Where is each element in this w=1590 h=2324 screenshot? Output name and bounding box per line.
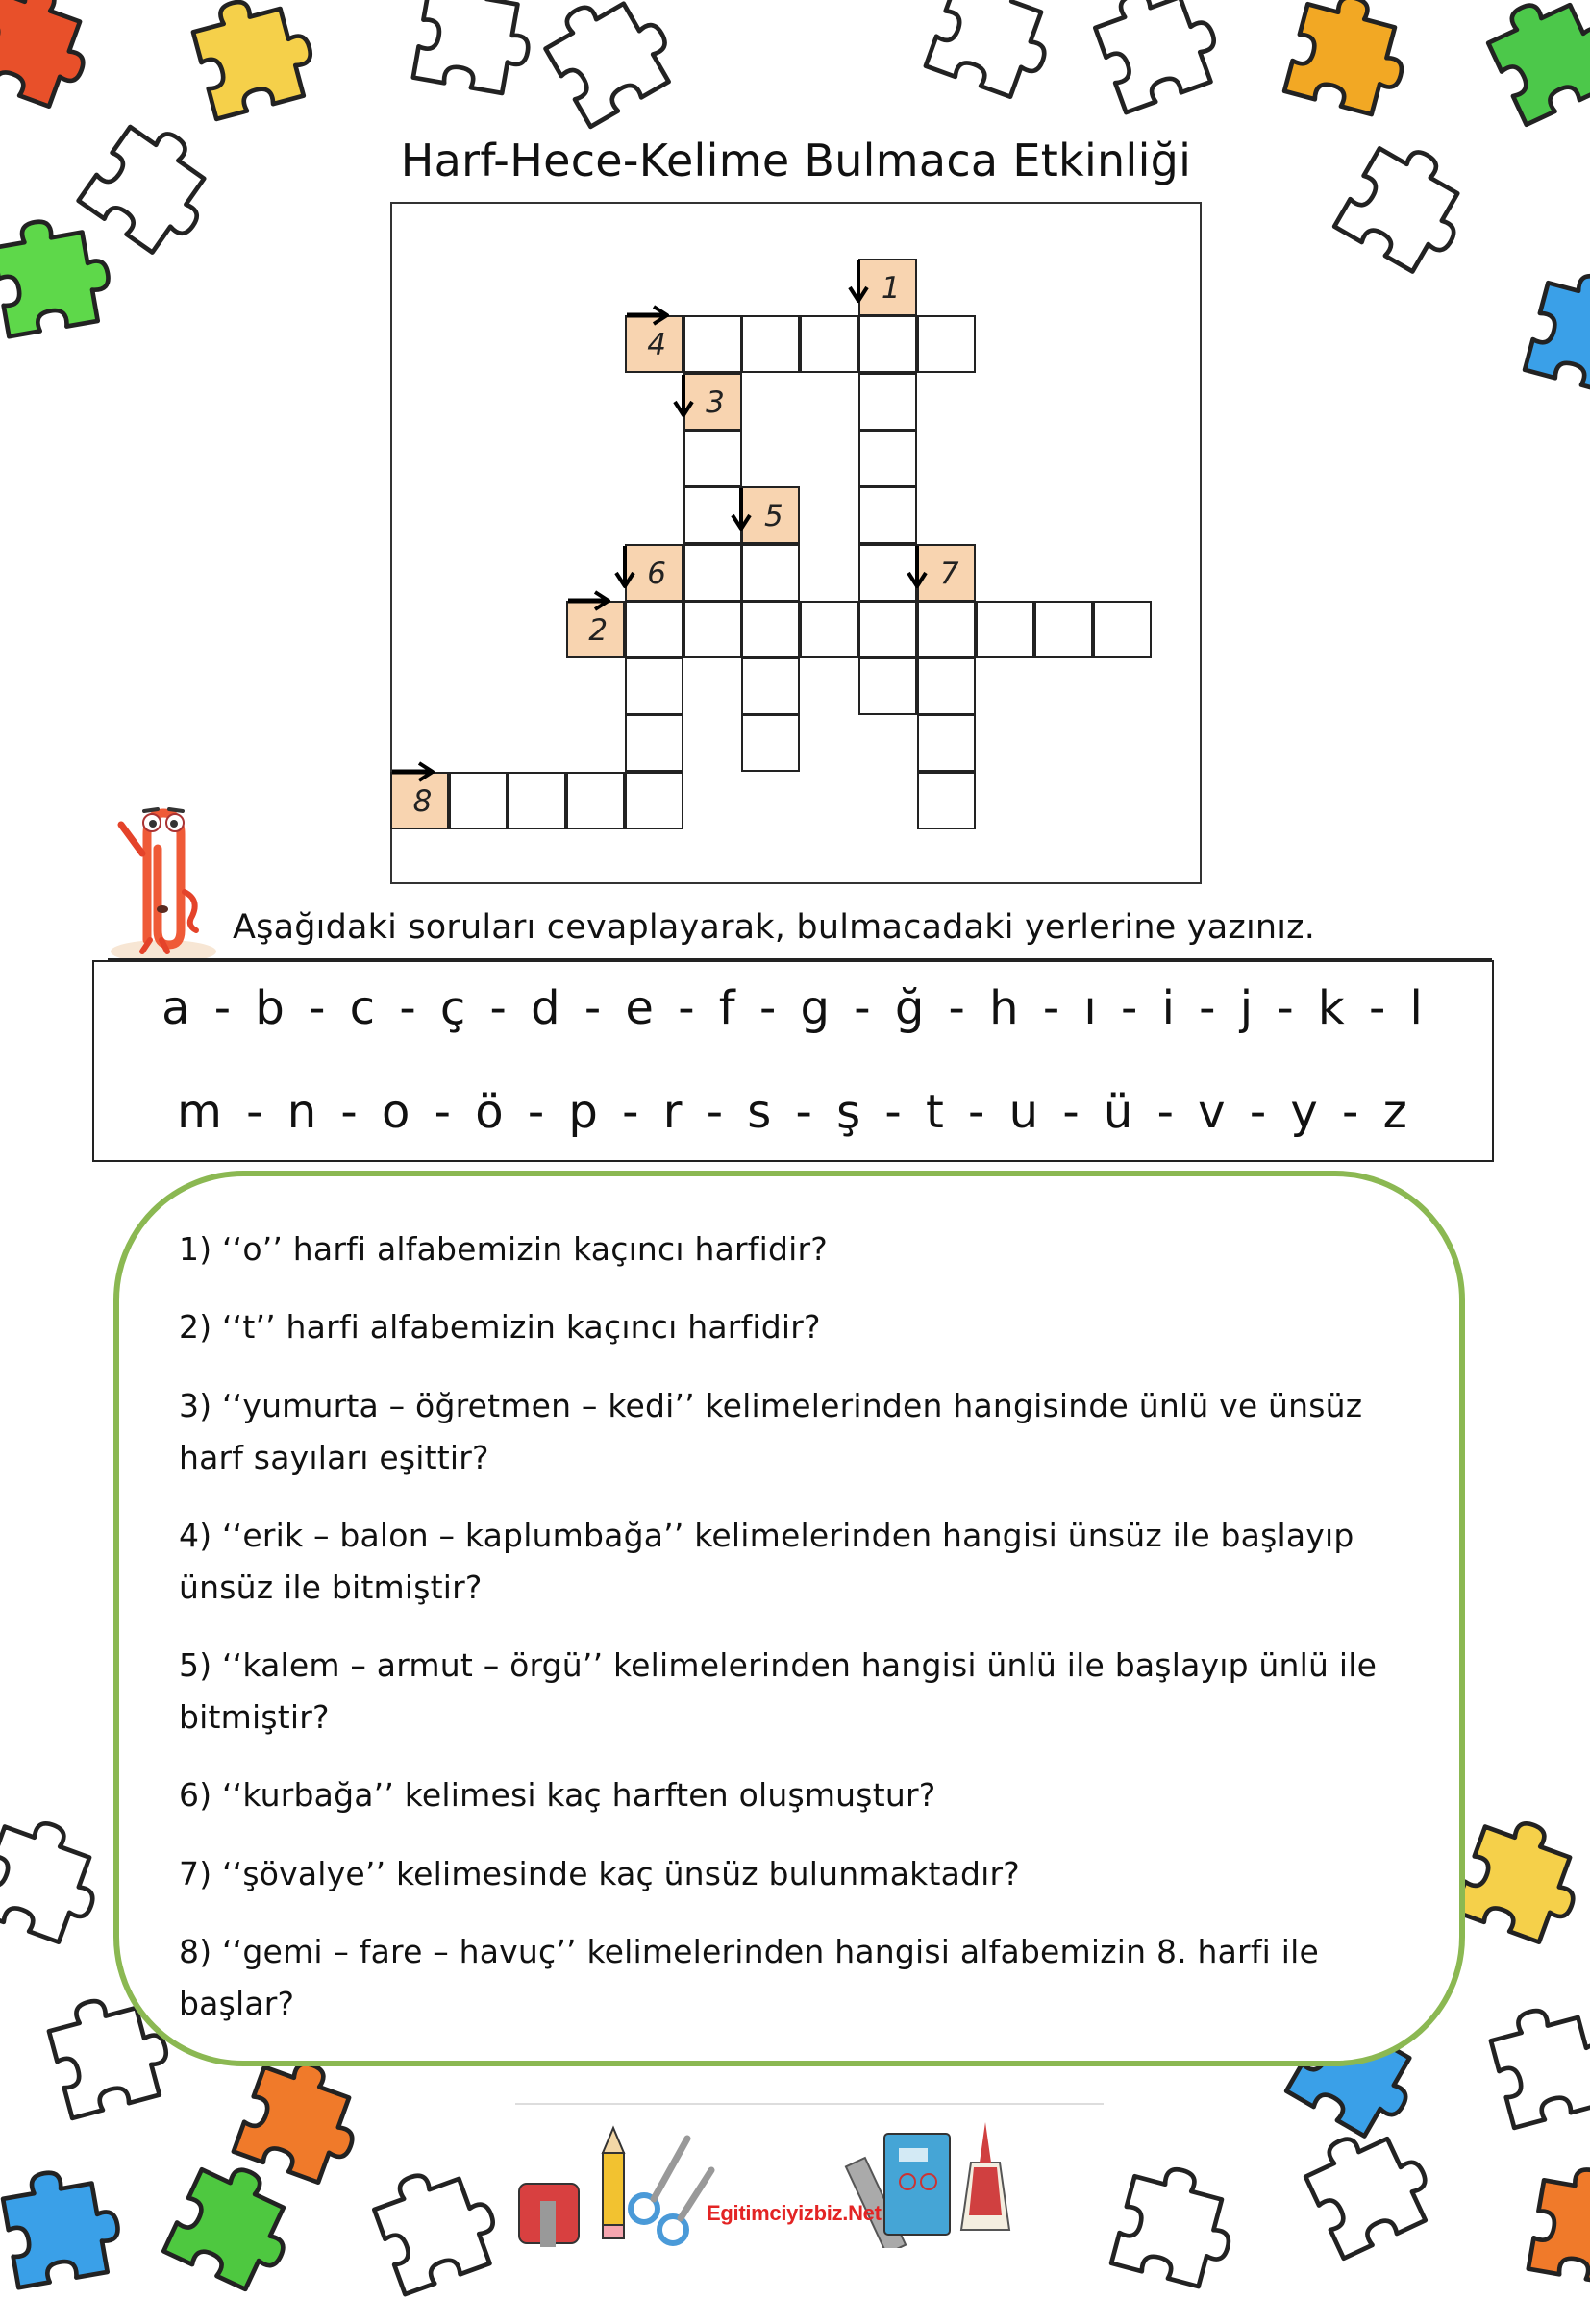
answer-cell[interactable] (683, 601, 742, 658)
answer-cell[interactable] (976, 601, 1034, 658)
puzzle-piece-icon (0, 190, 137, 358)
answer-cell[interactable] (858, 315, 917, 373)
answer-cell[interactable] (917, 772, 976, 829)
alphabet-row: a - b - c - ç - d - e - f - g - ğ - h - ı - i - j - k - l (161, 981, 1425, 1035)
answer-cell[interactable] (741, 315, 800, 373)
paperclip-mascot-icon (104, 796, 229, 964)
clue-number-cell (625, 315, 683, 373)
answer-cell[interactable] (858, 601, 917, 658)
puzzle-piece-icon (1456, 0, 1590, 149)
answer-cell[interactable] (917, 601, 976, 658)
puzzle-piece-icon (1464, 1973, 1590, 2150)
alphabet-row: m - n - o - ö - p - r - s - ş - t - u - ü - v - y - z (177, 1085, 1409, 1139)
question-item: 8) ‘‘gemi – fare – havuç’’ kelimelerinden hangisi alfabemizin 8. harfi ile başlar? (179, 1933, 1319, 2022)
question-item: 6) ‘‘kurbağa’’ kelimesi kaç harften oluşmuştur? (179, 1776, 936, 1814)
clue-number-cell (858, 259, 917, 316)
answer-cell[interactable] (625, 714, 683, 772)
answer-cell[interactable] (917, 315, 976, 373)
answer-cell[interactable] (741, 714, 800, 772)
puzzle-piece-icon (166, 0, 343, 141)
answer-cell[interactable] (741, 544, 800, 602)
puzzle-piece-icon (512, 0, 709, 151)
answer-cell[interactable] (566, 772, 625, 829)
puzzle-piece-icon (0, 2141, 146, 2309)
puzzle-piece-icon (1066, 0, 1251, 136)
answer-cell[interactable] (800, 315, 858, 373)
divider (108, 958, 1492, 960)
question-item: 1) ‘‘o’’ harfi alfabemizin kaçıncı harfidir? (179, 1230, 828, 1268)
clue-number-cell (625, 544, 683, 602)
answer-cell[interactable] (683, 315, 742, 373)
clue-number-cell (566, 601, 625, 658)
question-item: 5) ‘‘kalem – armut – örgü’’ kelimelerinden hangisi ünlü ile başlayıp ünlü ile bitmiştir? (179, 1646, 1378, 1736)
clue-number-cell (917, 544, 976, 602)
answer-cell[interactable] (800, 601, 858, 658)
clue-number-cell (390, 772, 449, 829)
answer-cell[interactable] (683, 486, 742, 544)
answer-cell[interactable] (625, 601, 683, 658)
question-item: 4) ‘‘erik – balon – kaplumbağa’’ kelimelerinden hangisi ünsüz ile başlayıp ünsüz ile bitmiştir? (179, 1517, 1354, 1606)
clue-number-cell (683, 373, 742, 431)
question-item: 3) ‘‘yumurta – öğretmen – kedi’’ kelimelerinden hangisinde ünlü ve ünsüz harf sayıları eşittir? (179, 1387, 1363, 1476)
answer-cell[interactable] (917, 714, 976, 772)
question-item: 7) ‘‘şövalye’’ kelimesinde kaç ünsüz bulunmaktadır? (179, 1855, 1021, 1892)
crossword-grid (390, 202, 1202, 884)
answer-cell[interactable] (1034, 601, 1093, 658)
school-supplies-logo-icon (509, 2105, 1106, 2248)
answer-cell[interactable] (741, 657, 800, 715)
answer-cell[interactable] (858, 430, 917, 487)
clue-number-cell (741, 486, 800, 544)
puzzle-piece-icon (903, 0, 1087, 126)
clue-number: 8 (412, 783, 433, 819)
answer-cell[interactable] (683, 544, 742, 602)
site-logo-text: Egitimciyizbiz.Net (707, 2201, 882, 2225)
clue-number: 6 (647, 556, 666, 591)
question-item: 2) ‘‘t’’ harfi alfabemizin kaçıncı harfidir? (179, 1308, 821, 1346)
puzzle-piece-icon (1503, 243, 1590, 420)
page-title: Harf-Hece-Kelime Bulmaca Etkinliği (400, 135, 1192, 186)
answer-cell[interactable] (1093, 601, 1152, 658)
answer-cell[interactable] (858, 544, 917, 602)
instruction-text: Aşağıdaki soruları cevaplayarak, bulmacadaki yerlerine yazınız. (233, 908, 1316, 947)
answer-cell[interactable] (625, 772, 683, 829)
clue-number: 5 (764, 499, 783, 534)
answer-cell[interactable] (917, 657, 976, 715)
answer-cell[interactable] (508, 772, 566, 829)
answer-cell[interactable] (741, 601, 800, 658)
answer-cell[interactable] (858, 486, 917, 544)
answer-cell[interactable] (625, 657, 683, 715)
answer-cell[interactable] (449, 772, 508, 829)
puzzle-piece-icon (1089, 2137, 1266, 2313)
puzzle-piece-icon (345, 2133, 530, 2317)
clue-number: 1 (881, 271, 901, 306)
answer-cell[interactable] (858, 657, 917, 715)
alphabet-box (92, 960, 1494, 1162)
puzzle-piece-icon (1507, 2141, 1590, 2309)
puzzle-piece-icon (1262, 0, 1439, 141)
clue-number: 7 (939, 556, 959, 591)
clue-number: 2 (588, 612, 609, 648)
puzzle-piece-icon (0, 0, 126, 136)
answer-cell[interactable] (683, 430, 742, 487)
clue-number: 4 (647, 328, 666, 363)
clue-number: 3 (706, 384, 725, 420)
answer-cell[interactable] (858, 373, 917, 431)
